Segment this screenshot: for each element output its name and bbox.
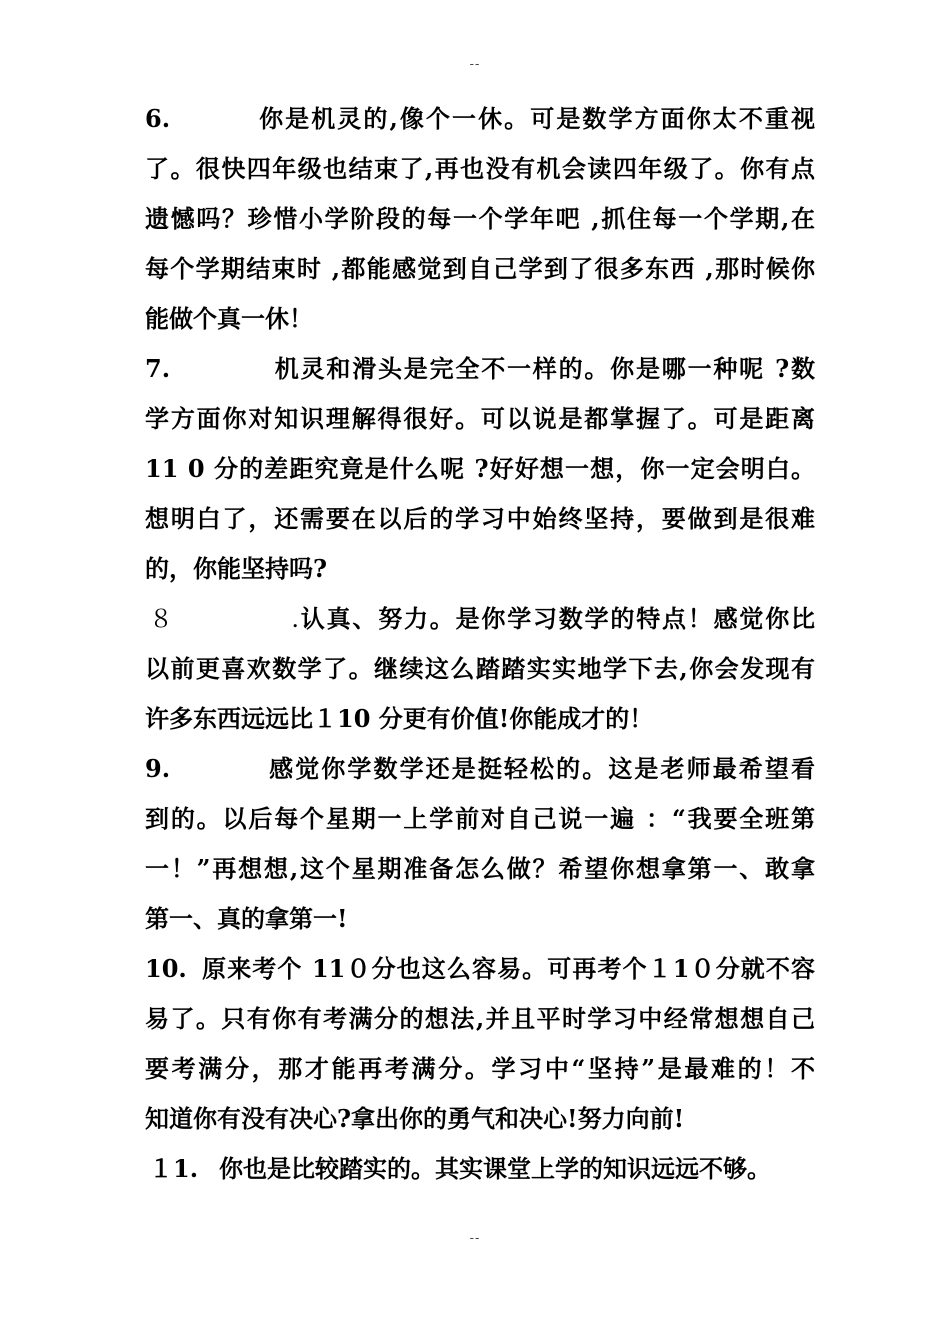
- text-line: 以前更喜欢数学了。继续这么踏踏实实地学下去,你会发现有: [145, 654, 815, 683]
- text-line: 10. 原来考个 11０分也这么容易。可再考个１1０分就不容: [145, 944, 815, 994]
- comment-item-8: [145, 594, 815, 744]
- text-line: 易了。只有你有考满分的想法,并且平时学习中经常想想自己: [145, 1004, 815, 1033]
- text-line: 到的。以后每个星期一上学前对自己说一遍 ：“我要全班第: [145, 804, 815, 833]
- text-line: 许多东西远远比１10 分更有价值!你能成才的！: [145, 704, 654, 733]
- text-line: 7. 机灵和滑头是完全不一样的。你是哪一种呢 ?数: [145, 344, 815, 394]
- text-line: 要考满分，那才能再考满分。学习中“坚持”是最难的！不: [145, 1054, 815, 1083]
- item-number: １1.: [149, 1154, 199, 1183]
- item-number: 6.: [145, 104, 171, 133]
- document-body: [145, 94, 815, 1194]
- item-number: ８.: [149, 605, 299, 633]
- text-line: 6. 你是机灵的,像个一休。可是数学方面你太不重视: [145, 94, 815, 144]
- text-line: 每个学期结束时 ,都能感觉到自己学到了很多东西 ,那时候你: [145, 254, 815, 283]
- text-line: 能做个真一休！: [145, 304, 313, 333]
- text-line: 9. 感觉你学数学还是挺轻松的。这是老师最希望看: [145, 744, 815, 794]
- text-line: 知道你有没有决心?拿出你的勇气和决心!努力向前!: [145, 1104, 685, 1133]
- comment-item-11: [145, 1144, 815, 1194]
- text-line: １1. 你也是比较踏实的。其实课堂上学的知识远远不够。: [145, 1144, 815, 1194]
- item-number: 9.: [145, 754, 171, 783]
- text-line: 想明白了，还需要在以后的学习中始终坚持，要做到是很难: [145, 504, 815, 533]
- page-footer-marker: --: [469, 1230, 481, 1245]
- comment-item-7: [145, 344, 815, 594]
- text-line: 了。很快四年级也结束了,再也没有机会读四年级了。你有点: [145, 154, 815, 183]
- item-number: 7.: [145, 354, 171, 383]
- item-number: 10.: [145, 954, 187, 983]
- text-line: ８.认真、努力。是你学习数学的特点！感觉你比: [145, 594, 815, 644]
- text-line: 一！”再想想,这个星期准备怎么做？希望你想拿第一、敢拿: [145, 854, 815, 883]
- text-line: 学方面你对知识理解得很好。可以说是都掌握了。可是距离: [145, 404, 815, 433]
- comment-item-10: [145, 944, 815, 1144]
- text-line: 第一、真的拿第一!: [145, 904, 348, 933]
- comment-item-6: [145, 94, 815, 344]
- page-header-marker: --: [469, 56, 481, 71]
- comment-item-9: [145, 744, 815, 944]
- text-line: 遗憾吗？珍惜小学阶段的每一个学年吧 ,抓住每一个学期,在: [145, 204, 815, 233]
- text-line: 的，你能坚持吗?: [145, 554, 328, 583]
- text-line: 11 0 分的差距究竟是什么呢 ?好好想一想，你一定会明白。: [145, 454, 815, 483]
